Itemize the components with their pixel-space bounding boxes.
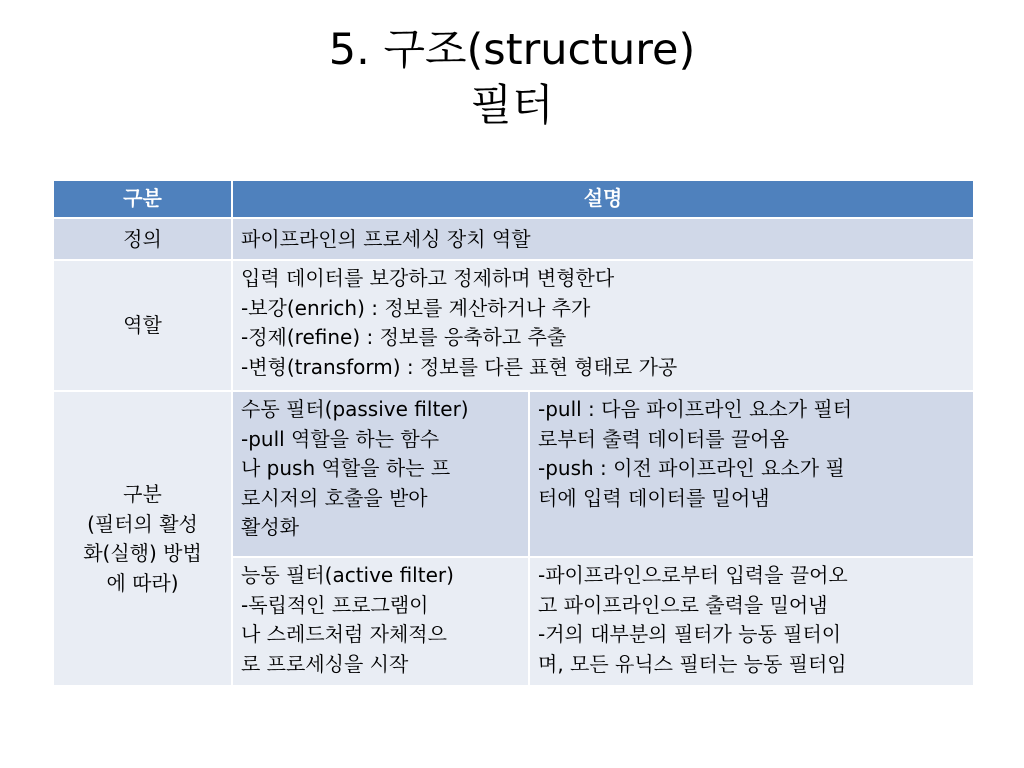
passive-right-line-1: -pull : 다음 파이프라인 요소가 필터: [538, 397, 853, 421]
classification-label-line-4: 에 따라): [106, 570, 179, 595]
cell-active-description: [529, 557, 974, 686]
filter-table: [52, 179, 975, 687]
cell-role-label: 역할: [53, 260, 232, 391]
slide-title-line2: 필터: [470, 81, 554, 131]
active-right-line-2: 고 파이프라인으로 출력을 밀어냄: [538, 592, 828, 617]
passive-left-line-5: 활성화: [241, 515, 299, 539]
cell-definition-text: 파이프라인의 프로세싱 장치 역할: [232, 218, 974, 260]
table-row-passive: [53, 391, 974, 557]
header-category: 구분: [53, 180, 232, 218]
cell-passive-description: [529, 391, 974, 557]
role-line-2: -보강(enrich) : 정보를 계산하거나 추가: [241, 295, 591, 320]
passive-right-line-3: -push : 이전 파이프라인 요소가 필: [538, 456, 845, 480]
slide-title-line1: 5. 구조(structure): [328, 25, 696, 75]
table-header-row: [53, 180, 974, 218]
active-left-line-2: -독립적인 프로그램이: [241, 592, 429, 617]
classification-label-line-2: (필터의 활성: [87, 511, 198, 536]
passive-right-line-2: 로부터 출력 데이터를 끌어옴: [538, 426, 789, 451]
classification-label-line-3: 화(실행) 방법: [83, 541, 202, 565]
active-right-line-4: 며, 모든 유닉스 필터는 능동 필터임: [538, 651, 847, 676]
role-line-3: -정제(refine) : 정보를 응축하고 추출: [241, 325, 567, 349]
active-left-line-3: 나 스레드처럼 자체적으: [241, 622, 447, 646]
table-row-definition: [53, 218, 974, 260]
passive-left-line-1: 수동 필터(passive filter): [241, 397, 469, 421]
active-right-line-1: -파이프라인으로부터 입력을 끌어오: [538, 563, 848, 587]
slide-title: [0, 22, 1024, 134]
active-left-line-4: 로 프로세싱을 시작: [241, 651, 409, 676]
passive-left-line-4: 로시저의 호출을 받아: [241, 485, 428, 510]
cell-classification-label: [53, 391, 232, 686]
cell-passive-filter: [232, 391, 529, 557]
header-description: 설명: [232, 180, 974, 218]
cell-role-text: [232, 260, 974, 391]
cell-definition-label: 정의: [53, 218, 232, 260]
active-left-line-1: 능동 필터(active filter): [241, 563, 454, 587]
table-row-role: [53, 260, 974, 391]
passive-left-line-3: 나 push 역할을 하는 프: [241, 456, 451, 480]
role-line-1: 입력 데이터를 보강하고 정제하며 변형한다: [241, 266, 615, 290]
passive-left-line-2: -pull 역할을 하는 함수: [241, 426, 440, 451]
classification-label-line-1: 구분: [123, 482, 162, 506]
active-right-line-3: -거의 대부분의 필터가 능동 필터이: [538, 622, 842, 646]
role-line-4: -변형(transform) : 정보를 다른 표현 형태로 가공: [241, 354, 678, 379]
cell-active-filter: [232, 557, 529, 686]
passive-right-line-4: 터에 입력 데이터를 밀어냄: [538, 485, 770, 510]
